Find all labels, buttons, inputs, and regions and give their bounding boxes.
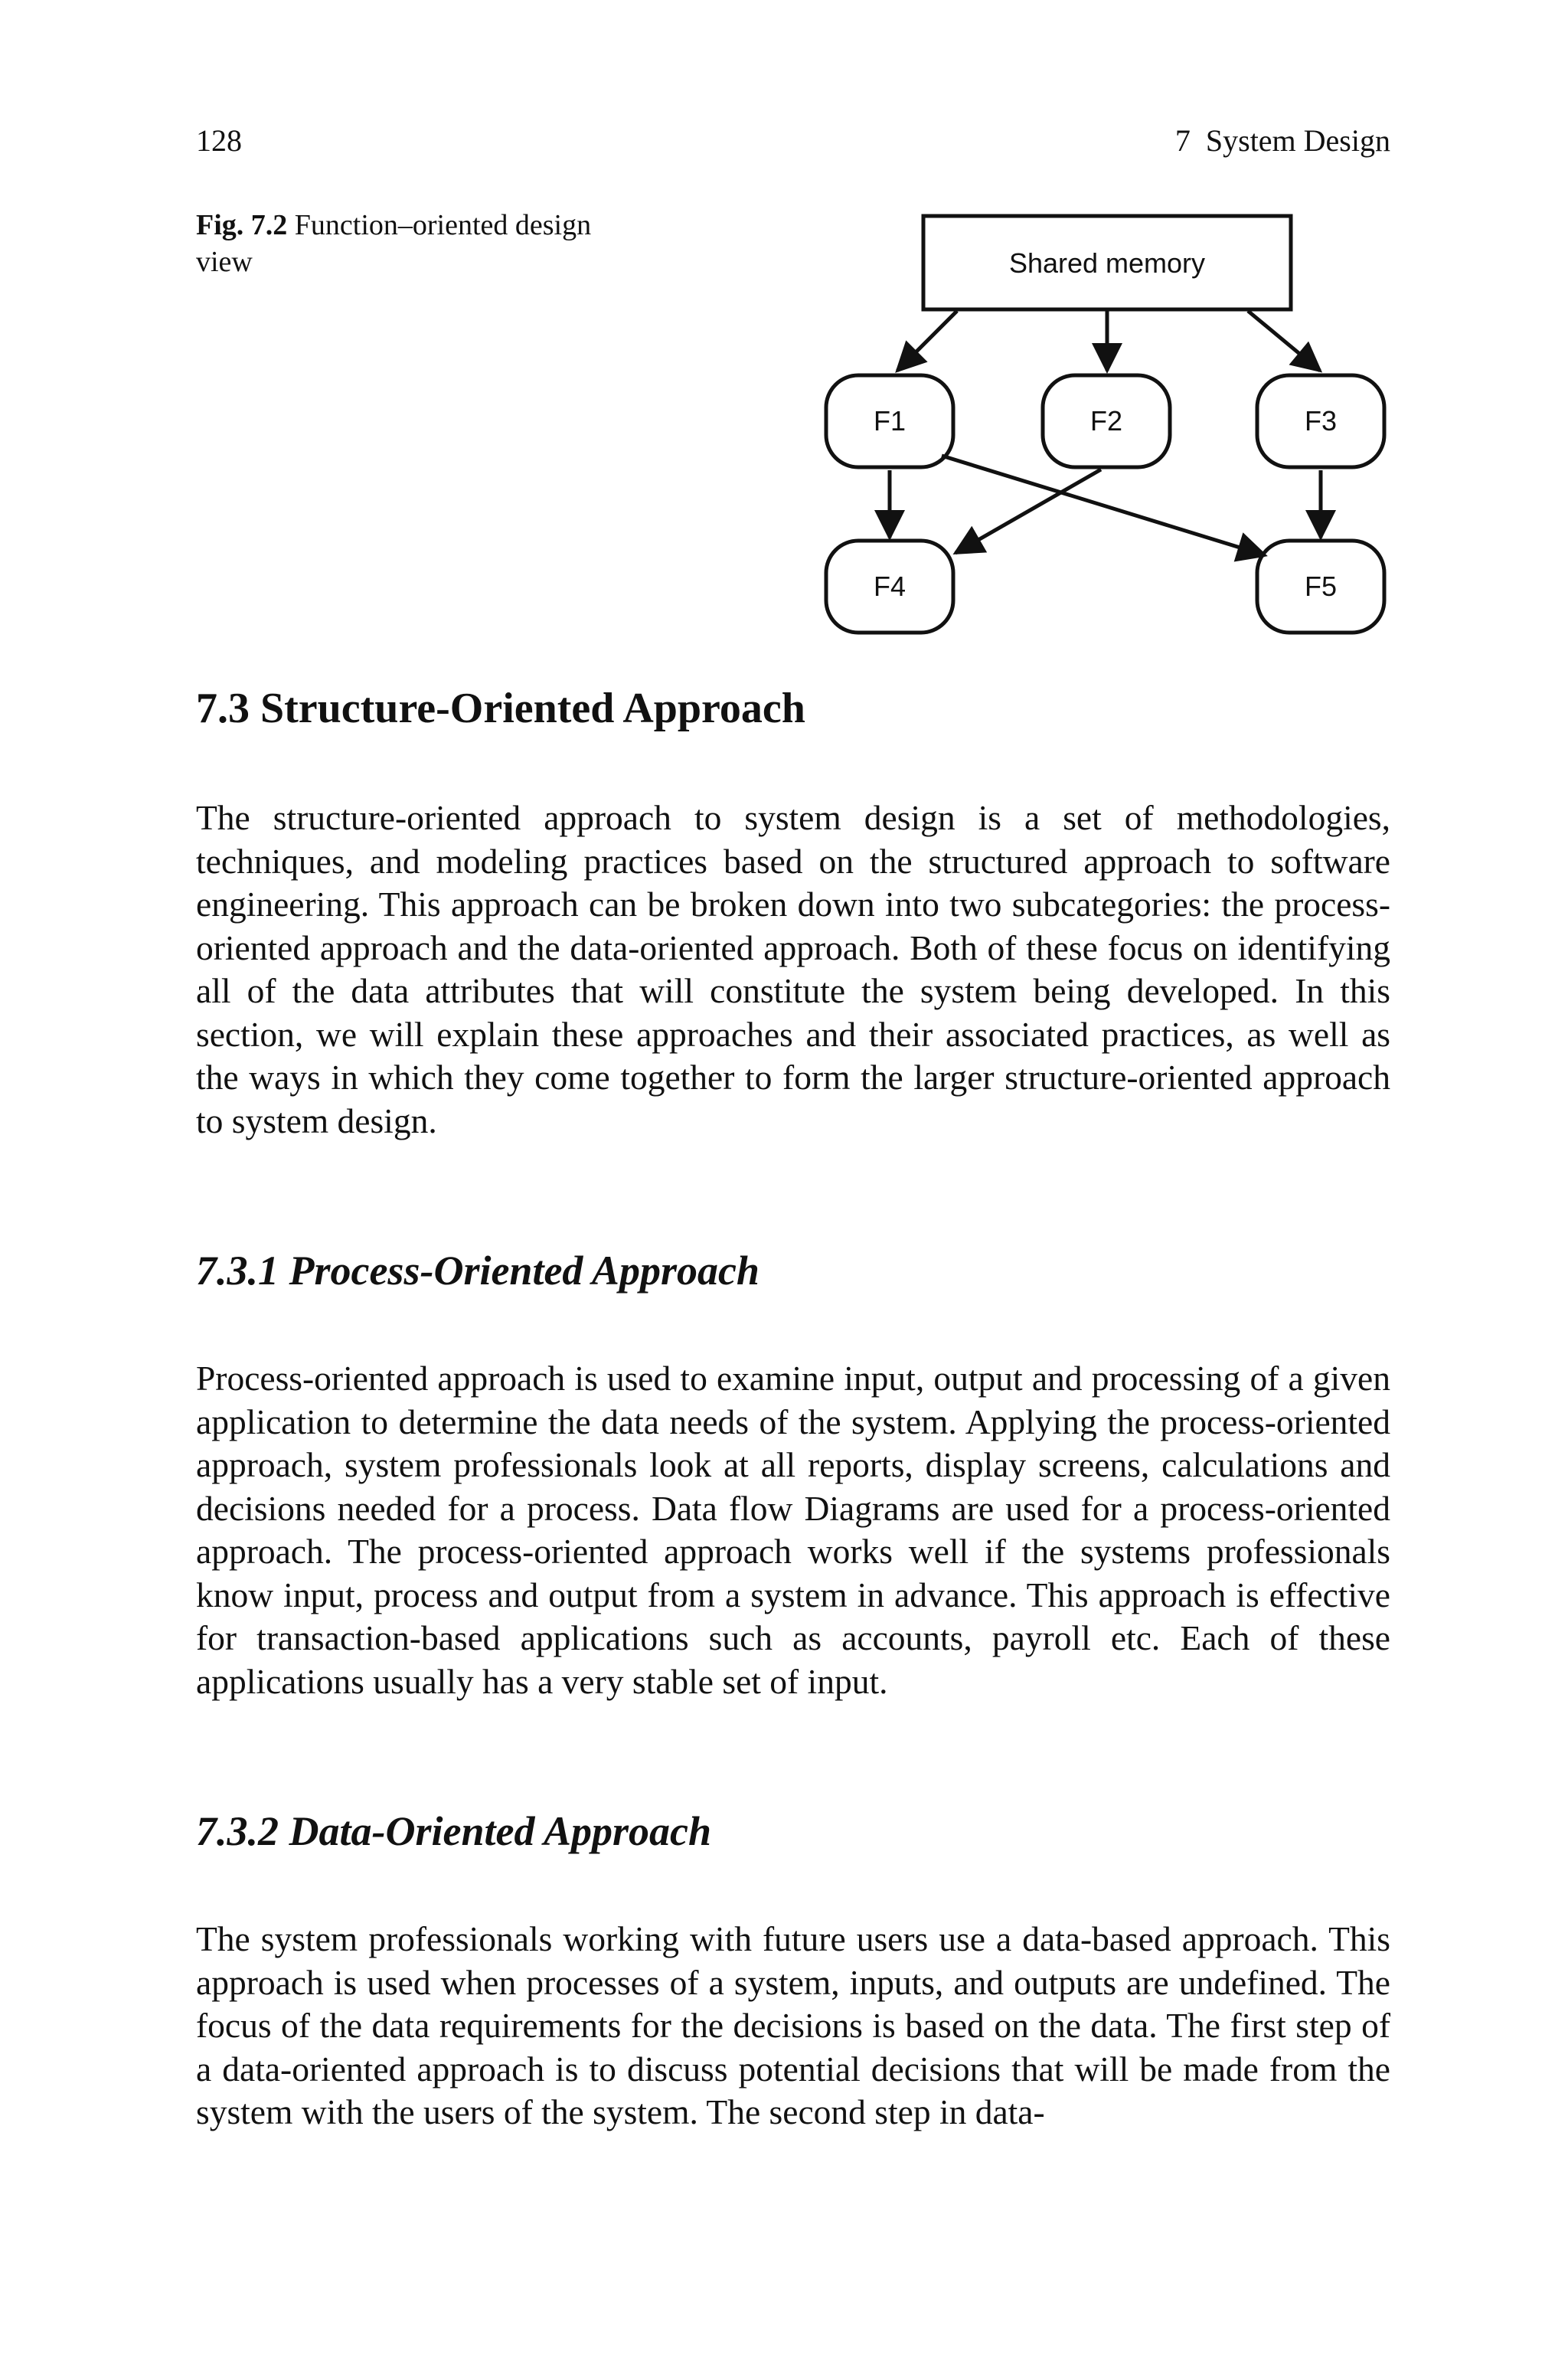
running-head xyxy=(196,123,1390,168)
section-7-3-2-paragraph: The system professionals working with future users use a data-based approach. This approach is used when processes of a system, inputs, and outputs are undefined. The focus of the data requirements for the decisions is based on the data. The first step of a data-oriented approach is to discuss potential decisions that will be made from the system with the users of the system. The second step in data- xyxy=(196,1919,1390,2131)
function-oriented-diagram xyxy=(812,207,1401,643)
node-f1-label: F1 xyxy=(873,405,906,437)
arrow-memory-to-f1 xyxy=(897,311,957,371)
section-heading-7-3-1: 7.3.1 Process-Oriented Approach xyxy=(196,1248,760,1294)
section-heading-7-3-2: 7.3.2 Data-Oriented Approach xyxy=(196,1808,711,1854)
figure-caption-text: Function–oriented design view xyxy=(196,209,592,278)
section-7-3-1-paragraph: Process-oriented approach is used to examine input, output and processing of a given application to determine the data needs of the system. Applying the process-oriented approach, system professionals look at all reports, display screens, calculations and decisions needed for a process. Data flow Diagrams are used for a process-oriented approach. The process-oriented approach works well if the systems professionals know input, process and output from a system in advance. This approach is effective for transaction-based applications such as accounts, payroll etc. Each of these applications usually has a very stable set of input. xyxy=(196,1359,1390,1701)
node-f2-label: F2 xyxy=(1089,405,1123,437)
diagram-svg xyxy=(812,207,1401,643)
arrow-f1-to-f5 xyxy=(942,456,1265,555)
section-7-3-paragraph: The structure-oriented approach to system design is a set of methodologies, techniques, and modeling practices based on the structured approach to software engineering. This approach can be broken down into two subcategories: the process-oriented approach and the data-oriented approach. Both of these focus on identifying all of the data attributes that will constitute the system being developed. In this section, we will explain these approaches and their associated practices, as well as the ways in which they come together to form the larger structure-oriented approach to system design. xyxy=(196,798,1390,1140)
arrow-memory-to-f3 xyxy=(1248,311,1320,371)
figure-label: Fig. 7.2 xyxy=(196,209,288,241)
node-f4-label: F4 xyxy=(873,571,906,602)
figure-caption xyxy=(196,207,594,280)
node-f3-label: F3 xyxy=(1304,405,1338,437)
page-number: 128 xyxy=(196,123,242,158)
node-f5-label: F5 xyxy=(1304,571,1338,602)
chapter-title: 7 System Design xyxy=(1174,123,1390,158)
shared-memory-label: Shared memory xyxy=(1008,247,1206,279)
section-heading-7-3: 7.3 Structure-Oriented Approach xyxy=(196,685,805,732)
